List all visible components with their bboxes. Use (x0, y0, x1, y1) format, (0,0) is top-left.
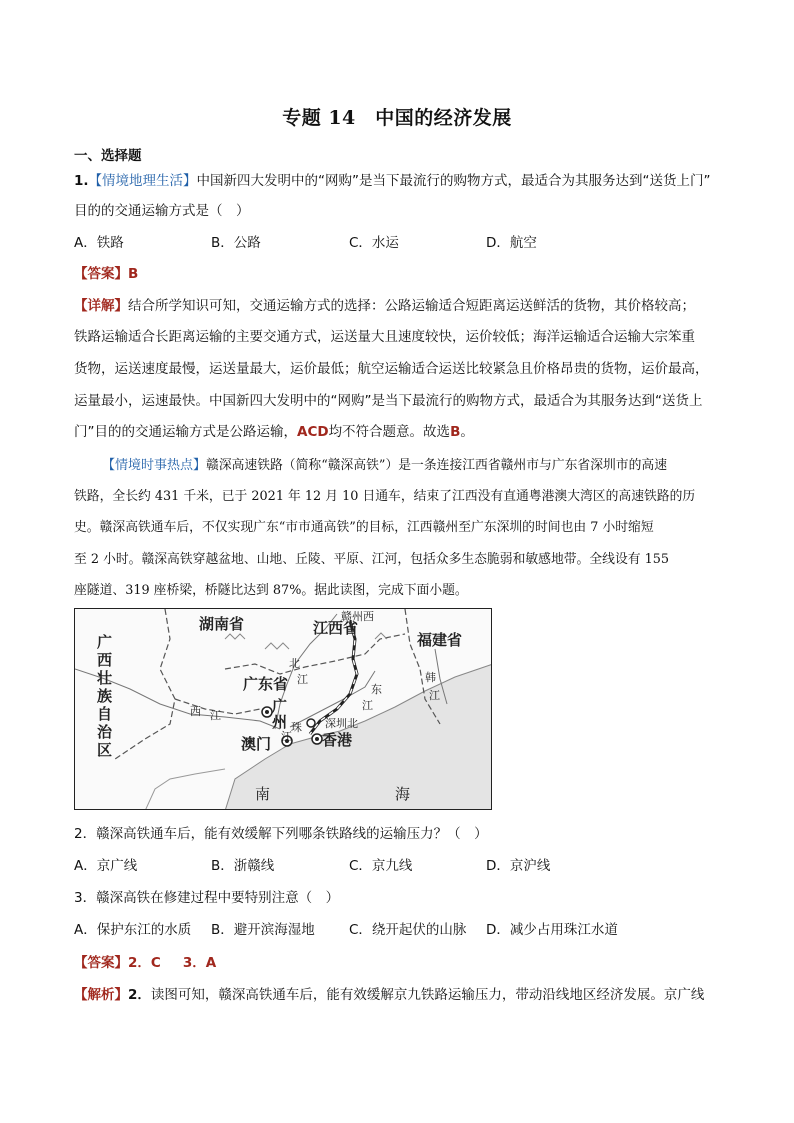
passage-line-5: 座隧道、319 座桥梁，桥隧比达到 87%。据此读图，完成下面小题。 (74, 583, 468, 598)
map-label-sea: 海 (395, 785, 411, 803)
detail-text: 结合所学知识可知，交通运输方式的选择：公路运输适合短距离运送鲜活的货物，其价格较高； (128, 298, 695, 314)
map-label-macau: 澳门 (241, 735, 272, 753)
map-river-char: 江 (429, 689, 440, 702)
detail-text: 门”目的的交通运输方式是公路运输， (74, 424, 297, 440)
map-label-guangxi-6: 治 (97, 723, 113, 741)
map-river-char: 东 (371, 683, 382, 696)
map-river-char: 北 (289, 657, 300, 670)
q1-stem-line-1 (74, 169, 711, 189)
map-river-char: 韩 (425, 671, 436, 684)
passage-tag: 【情境时事热点】 (102, 458, 207, 473)
map-label-guangxi-1: 广 (97, 633, 113, 651)
q1-detail-line-3: 货物，运送速度最慢，运送量最大，运价最低；航空运输适合运送比较紧急且价格昂贵的货物，运价最高， (74, 361, 709, 377)
q2-option-d: D．京沪线 (486, 858, 551, 874)
analysis-number: 2． (128, 987, 151, 1003)
q3-option-d: D．减少占用珠江水道 (486, 922, 618, 938)
map-label-guangxi-4: 族 (97, 687, 113, 705)
q23-answer (74, 951, 216, 971)
analysis-label: 【解析】 (74, 987, 128, 1003)
q2-option-b: B．浙赣线 (211, 858, 275, 874)
q2-option-c: C．京九线 (349, 858, 413, 874)
map-label-guangxi-7: 区 (97, 741, 113, 759)
map-river-char: 西 (190, 705, 201, 718)
page-title: 专题 14 中国的经济发展 (282, 107, 512, 129)
answer-q3: 3．A (182, 955, 217, 971)
map-label-guangzhou-2: 州 (272, 713, 288, 731)
detail-label: 【详解】 (74, 298, 128, 314)
map-label-ganzhou-west: 赣州西 (341, 610, 374, 623)
detail-highlight: ACD (297, 424, 329, 440)
q1-tag: 【情境地理生活】 (88, 173, 197, 189)
answer-label: 【答案】 (74, 955, 128, 971)
analysis-text: 读图可知，赣深高铁通车后，能有效缓解京九铁路运输压力，带动沿线地区经济发展。京广线 (150, 987, 705, 1003)
q2-analysis (74, 983, 704, 1003)
passage-line-1 (102, 454, 667, 473)
q1-option-b: B．公路 (211, 235, 261, 251)
q1-option-d: D．航空 (486, 235, 537, 251)
q1-detail-line-1 (74, 294, 695, 314)
detail-text: 均不符合题意。故选 (328, 424, 451, 440)
q3-option-c: C．绕开起伏的山脉 (349, 922, 467, 938)
map-label-hongkong: 香港 (322, 731, 353, 749)
q2-option-a: A．京广线 (74, 858, 138, 874)
map-label-guangxi-3: 壮 (97, 669, 113, 687)
map-label-shenzhen-north: 深圳北 (325, 717, 358, 730)
map-river-char: 珠 (291, 721, 302, 734)
q1-detail-line-4: 运量最小，运速最快。中国新四大发明中的“网购”是当下最流行的购物方式，最适合为其服务达到“送货上 (74, 393, 703, 409)
map-river-char: 江 (362, 699, 373, 712)
passage-line-3: 史。赣深高铁通车后，不仅实现广东“市市通高铁”的目标，江西赣州至广东深圳的时间也由 7 小时缩短 (74, 520, 654, 535)
q2-stem: 2．赣深高铁通车后，能有效缓解下列哪条铁路线的运输压力？（ ） (74, 826, 488, 842)
passage-line-4: 至 2 小时。赣深高铁穿越盆地、山地、丘陵、平原、江河，包括众多生态脆弱和敏感地带。全线设有 155 (74, 552, 670, 567)
map-label-guangxi-2: 西 (97, 651, 113, 669)
q3-stem: 3．赣深高铁在修建过程中要特别注意（ ） (74, 890, 340, 906)
map-label-guangzhou-1: 广 (272, 697, 288, 715)
region-map (74, 608, 492, 810)
map-label-jiangxi: 江西省 (313, 619, 359, 637)
q1-detail-line-5 (74, 420, 474, 440)
map-label-guangdong: 广东省 (243, 675, 289, 693)
q1-detail-line-2: 铁路运输适合长距离运输的主要交通方式，运送量大且速度较快，运价较低；海洋运输适合运输大宗笨重 (74, 329, 695, 345)
passage-line-2: 铁路，全长约 431 千米，已于 2021 年 12 月 10 日通车，结束了江西没有直通粤港澳大湾区的高速铁路的历 (74, 489, 696, 504)
map-label-hunan: 湖南省 (199, 615, 245, 633)
map-label-guangxi-5: 自 (97, 705, 113, 723)
q1-stem-line-2: 目的的交通运输方式是（ ） (74, 203, 250, 219)
q1-option-a: A．铁路 (74, 235, 124, 251)
answer-value: B (128, 266, 139, 282)
detail-highlight: B (450, 424, 461, 440)
section-heading: 一、选择题 (74, 148, 142, 164)
answer-label: 【答案】 (74, 266, 128, 282)
map-label-south: 南 (255, 785, 271, 803)
q3-option-b: B．避开滨海湿地 (211, 922, 315, 938)
map-river-char: 江 (210, 709, 221, 722)
passage-text: 赣深高速铁路（简称“赣深高铁”）是一条连接江西省赣州市与广东省深圳市的高速 (206, 458, 667, 473)
q1-stem-a: 中国新四大发明中的“网购”是当下最流行的购物方式，最适合为其服务达到“送货上门” (196, 173, 711, 189)
q1-answer (74, 262, 138, 282)
map-river-char: 江 (281, 730, 292, 743)
q1-number: 1. (74, 173, 89, 189)
detail-text: 。 (460, 424, 474, 440)
map-river-char: 江 (297, 673, 308, 686)
q3-option-a: A．保护东江的水质 (74, 922, 192, 938)
map-label-fujian: 福建省 (417, 631, 463, 649)
q1-option-c: C．水运 (349, 235, 399, 251)
answer-q2: 2．C (128, 955, 161, 971)
